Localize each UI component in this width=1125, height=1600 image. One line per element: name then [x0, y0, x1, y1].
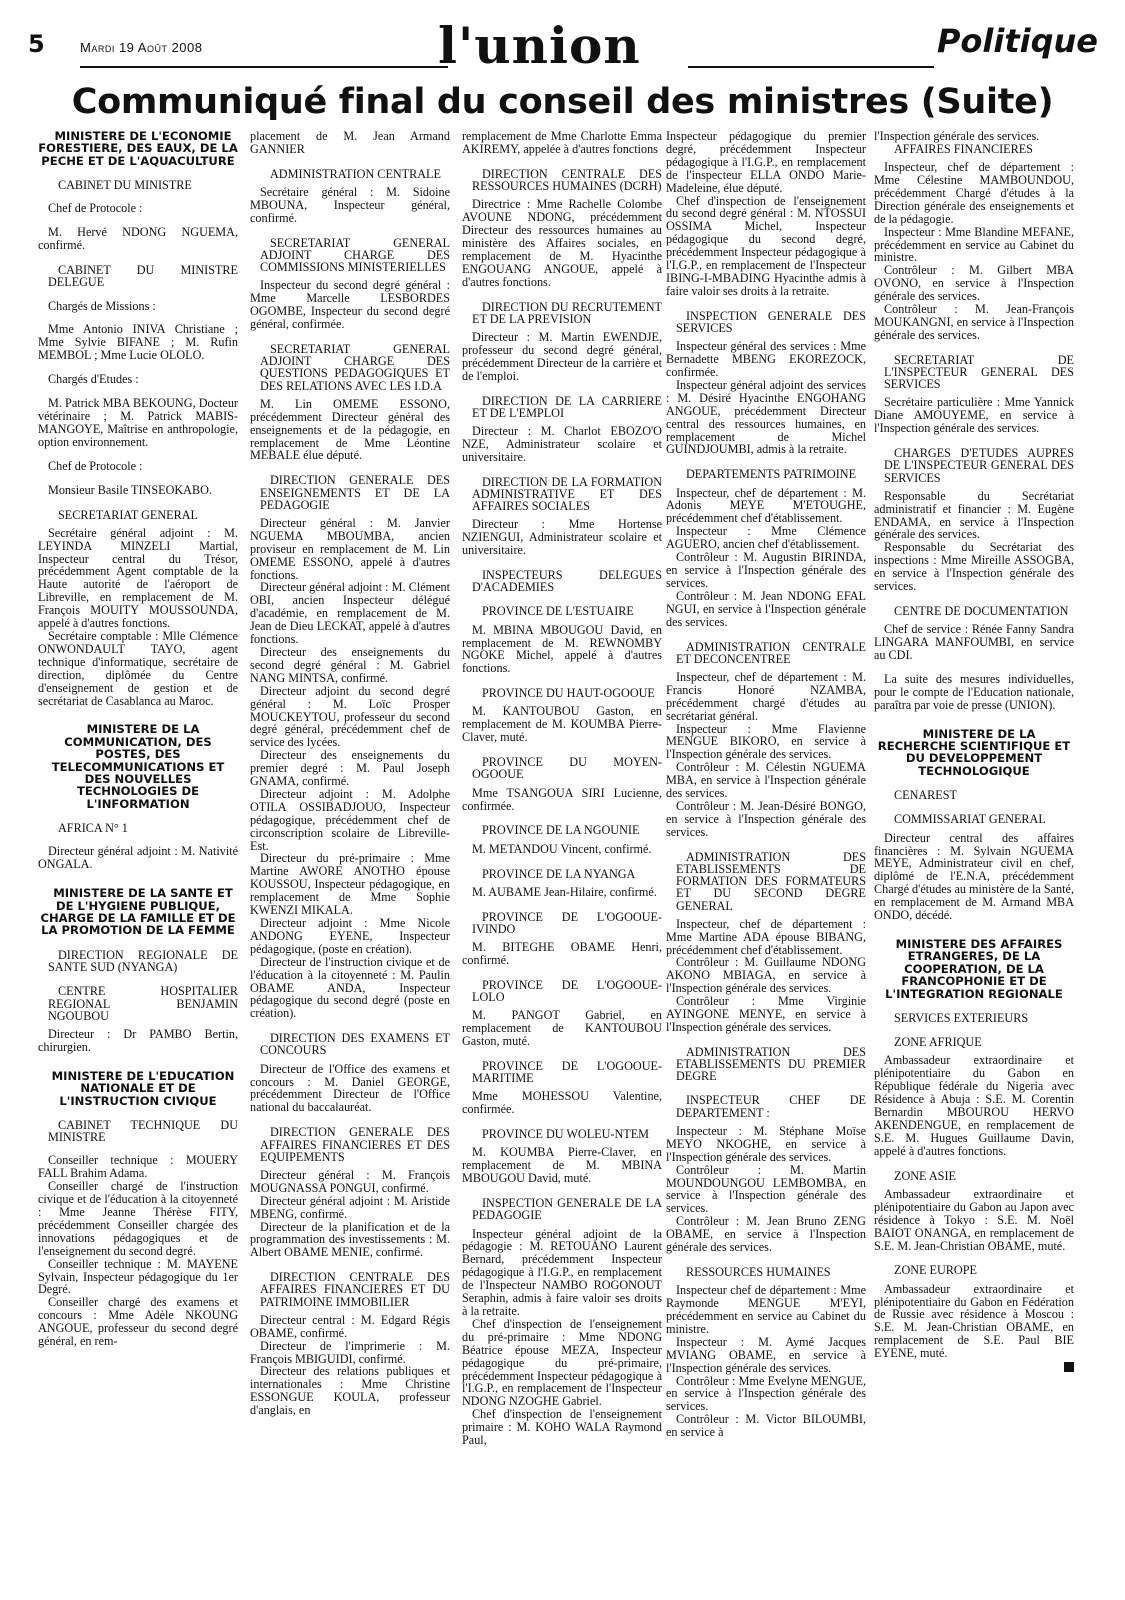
section-subheading: SECRETARIAT GENERAL	[58, 507, 198, 522]
section-subheading: DIRECTION GENERALE DES ENSEIGNEMENTS ET DE LA PEDAGOGIE	[260, 473, 450, 512]
body-paragraph: Inspecteur : M. Stéphane Moïse MEYO NKOGHE, en service à l'Inspection générale des services.	[666, 1123, 866, 1164]
issue-date: Mardi 19 Août 2008	[80, 40, 203, 55]
section-subheading: CENTRE HOSPITALIER REGIONAL BENJAMIN NGOUBOU	[48, 984, 238, 1023]
ministry-heading: MINISTERE DE LA COMMUNICATION, DES POSTES, DES TELECOMMUNICATIONS ET DES NOUVELLES TECHNOLOGIES DE L'INFORMATION	[51, 722, 225, 811]
body-paragraph: Ambassadeur extraordinaire et plénipotentiaire du Gabon en République fédérale du Nigeria avec Résidence à Abuja : S.E. M. Corentin Bernardin MBOUROU HERVO AKENDENGUE, en remplacement de S.E. M. Hugues Guillaume Davin, appelé à d'autres fonctions.	[874, 1053, 1074, 1158]
section-subheading: DIRECTION DU RECRUTEMENT ET DE LA PREVISION	[472, 299, 662, 326]
body-paragraph: Directeur général adjoint : M. Aristide MBENG, confirmé.	[250, 1193, 450, 1221]
ministry-heading: MINISTERE DE L'EDUCATION NATIONALE ET DE L'INSTRUCTION CIVIQUE	[51, 1068, 235, 1108]
body-paragraph: Contrôleur : Mme Virginie AYINGONE MENYE, en service à l'Inspection générale des services.	[666, 994, 866, 1034]
section-subheading: RESSOURCES HUMAINES	[686, 1264, 831, 1279]
section-subheading: PROVINCE DE L'ESTUAIRE	[482, 604, 634, 619]
body-paragraph: Secrétaire général : M. Sidoine MBOUNA, Inspecteur général, confirmé.	[250, 185, 450, 225]
body-paragraph: Chef de Protocole :	[48, 458, 143, 473]
body-paragraph: Directeur adjoint : Mme Nicole ANDONG EYENE, Inspecteur pédagogique, (poste en création).	[250, 916, 450, 956]
section-subheading: INSPECTION GENERALE DE LA PEDAGOGIE	[472, 1196, 662, 1223]
body-paragraph: M. METANDOU Vincent, confirmé.	[472, 841, 652, 856]
section-subheading: DIRECTION CENTRALE DES AFFAIRES FINANCIERES ET DU PATRIMOINE IMMOBILIER	[260, 1270, 450, 1309]
body-paragraph: M. Patrick MBA BEKOUNG, Docteur vétérinaire ; M. Patrick MABIS-MANGOYE, Maîtrise en anthropologie, option environnement.	[38, 396, 238, 449]
end-of-article-mark	[1064, 1362, 1074, 1372]
ministry-heading: MINISTERE DES AFFAIRES ETRANGERES, DE LA COOPERATION, DE LA FRANCOPHONIE ET DE L'INTEGRATION REGIONALE	[885, 937, 1063, 1001]
column-3	[462, 130, 662, 1570]
body-paragraph: Secrétaire particulière : Mme Yannick Diane AMOUYEME, en service à l'Inspection générale des services.	[874, 395, 1074, 436]
body-paragraph: Conseiller technique : MOUERY FALL Brahim Adama.	[38, 1153, 238, 1181]
section-subheading: ADMINISTRATION DES ETABLISSEMENTS DE FORMATION DES FORMATEURS ET DU SECOND DEGRE GENERAL	[676, 849, 866, 913]
section-subheading: INSPECTEUR CHEF DE DEPARTEMENT :	[676, 1093, 866, 1120]
section-subheading: AFFAIRES FINANCIERES	[894, 141, 1033, 156]
section-subheading: AFRICA N° 1	[58, 821, 128, 836]
section-subheading: ADMINISTRATION DES ETABLISSEMENTS DU PREMIER DEGRE	[676, 1044, 866, 1084]
header-rule-left	[80, 66, 448, 68]
body-paragraph: Directeur du pré-primaire : Mme Martine AWORE ANOTHO épouse KOUSSOU, Inspecteur pédagogique, en remplacement de Mme Sophie KWENZI MIKALA.	[250, 851, 450, 918]
body-paragraph: Directeur : Dr PAMBO Bertin, chirurgien.	[38, 1026, 238, 1054]
section-subheading: COMMISSARIAT GENERAL	[894, 812, 1046, 827]
body-paragraph: Chef d'inspection de l'enseignement du second degré général : M. NTOSSUI OSSIMA Michel, Inspecteur pédagogique du second degré, précédemment Inspecteur pédagogique à l'I.G.P., en remplacement de l'Inspecteur IBING-I-MBADING Hyacinthe admis à faire valoir ses droits à la retraite.	[666, 193, 866, 298]
section-subheading: ZONE EUROPE	[894, 1263, 977, 1278]
body-paragraph: Mme MOHESSOU Valentine, confirmée.	[462, 1089, 662, 1117]
body-paragraph: Contrôleur : M. Guillaume NDONG AKONO MBIAGA, en service à l'Inspection générale des services.	[666, 955, 866, 996]
section-subheading: SECRETARIAT GENERAL ADJOINT CHARGE DES COMMISSIONS MINISTERIELLES	[260, 235, 450, 275]
body-paragraph: Secrétaire général adjoint : M. LEYINDA MINZELI Martial, Inspecteur central du Trésor, précédemment Agent comptable de la Haute autorité de l'aéroport de Libreville, en remplacement de M. François MOUITY MOUSSOUNDA, appelé à d'autres fonctions.	[38, 525, 238, 631]
body-paragraph: Mme TSANGOUA SIRI Lucienne, confirmée.	[462, 785, 662, 813]
body-paragraph: M. Hervé NDONG NGUEMA, confirmé.	[38, 225, 238, 253]
section-subheading: PROVINCE DE L'OGOOUE-IVINDO	[472, 909, 662, 936]
body-paragraph: M. PANGOT Gabriel, en remplacement de KANTOUBOU Gaston, muté.	[462, 1008, 662, 1049]
body-paragraph: l'Inspection générale des services.	[874, 130, 1040, 143]
body-paragraph: La suite des mesures individuelles, pour le compte de l'Education nationale, paraîtra par voie de presse (UNION).	[874, 671, 1074, 712]
section-subheading: ZONE ASIE	[894, 1168, 956, 1183]
body-paragraph: Directeur des relations publiques et internationales : Mme Christine ESSONGUE KOULA, professeur d'anglais, en	[250, 1364, 450, 1418]
body-paragraph: Directeur central des affaires financières : M. Sylvain NGUEMA MEYE, Administrateur civil en chef, diplômé de l'E.N.A, précédemment Chargé d'études au ministère de la Santé, en remplacement de M. Armand MBA ONDO, décédé.	[874, 830, 1074, 923]
body-paragraph: M. BITEGHE OBAME Henri, confirmé.	[462, 940, 662, 967]
body-paragraph: Inspecteur : M. Aymé Jacques MVIANG OBAME, en service à l'Inspection générale des services.	[666, 1334, 866, 1375]
body-paragraph: Contrôleur : M. Jean-François MOUKANGNI, en service à l'Inspection générale des services.	[874, 302, 1074, 342]
body-paragraph: Responsable du Secrétariat des inspections : Mme Mireille ASSOGBA, en service à l'Inspection générale des services.	[874, 540, 1074, 594]
body-paragraph: Inspecteur : Mme Blandine MEFANE, précédemment en service au Cabinet du ministre.	[874, 224, 1074, 265]
body-paragraph: Directeur de l'Office des examens et concours : M. Daniel GEORGE, précédemment Directeur de l'Office national du baccalauréat.	[250, 1061, 450, 1115]
section-subheading: INSPECTEURS DELEGUES D'ACADEMIES	[472, 568, 662, 595]
section-subheading: DIRECTION DE LA FORMATION ADMINISTRATIVE ET DES AFFAIRES SOCIALES	[472, 474, 662, 514]
ministry-heading: MINISTERE DE L'ECONOMIE FORESTIERE, DES EAUX, DE LA PECHE ET DE L'AQUACULTURE	[38, 130, 238, 168]
body-paragraph: Directeur des enseignements du premier degré : M. Paul Joseph GNAMA, confirmé.	[250, 748, 450, 789]
body-paragraph: M. MBINA MBOUGOU David, en remplacement de M. REWNOMBY NGOKE Michel, appelé à d'autres fonctions.	[462, 622, 662, 676]
body-paragraph: Directeur général adjoint : M. Nativité ONGALA.	[38, 844, 238, 872]
section-subheading: PROVINCE DU MOYEN-OGOOUE	[472, 755, 662, 782]
body-paragraph: Contrôleur : M. Gilbert MBA OVONO, en service à l'Inspection générale des services.	[874, 263, 1074, 304]
body-paragraph: Inspecteur : Mme Flavienne MENGUE BIKORO, en service à l'Inspection générale des services.	[666, 721, 866, 762]
body-paragraph: Inspecteur : Mme Clémence AGUERO, ancien chef d'établissement.	[666, 524, 866, 552]
body-paragraph: Chef d'inspection de l'enseignement primaire : M. KOHO WALA Raymond Paul,	[462, 1407, 662, 1448]
body-paragraph: Secrétaire comptable : Mlle Clémence ONWONDAULT TAYO, agent technique d'informatique, secrétaire de direction, diplômée du Centre d'enseignement de gestion et de secrétariat de Casablanca au Maroc.	[38, 628, 238, 708]
body-paragraph: Responsable du Secrétariat administratif et financier : M. Eugène ENDAMA, en service à l'Inspection générale des services.	[874, 488, 1074, 542]
body-paragraph: Ambassadeur extraordinaire et plénipotentiaire du Gabon au Japon avec résidence à Tokyo : S.E. M. Noël BAIOT ONANGA, en remplacement de S.E. M. Jean-Christian OBAME, muté.	[874, 1186, 1074, 1253]
body-paragraph: Directeur général adjoint : M. Clément OBI, ancien Inspecteur délégué d'académie, en remplacement de M. Jean de Dieu LECKAT, appelé à d'autres fonctions.	[250, 580, 450, 647]
section-subheading: DIRECTION DES EXAMENS ET CONCOURS	[260, 1031, 450, 1058]
body-paragraph: Contrôleur : Mme Evelyne MENGUE, en service à l'Inspection générale des services.	[666, 1373, 866, 1414]
body-paragraph: Directeur de la planification et de la programmation des investissements : M. Albert OBAME MENIE, confirmé.	[250, 1219, 450, 1260]
column-5	[874, 130, 1074, 1570]
section-subheading: DIRECTION GENERALE DES AFFAIRES FINANCIERES ET DES EQUIPEMENTS	[260, 1125, 450, 1164]
section-subheading: ADMINISTRATION CENTRALE ET DECONCENTREE	[676, 639, 866, 666]
section-subheading: DIRECTION CENTRALE DES RESSOURCES HUMAINES (DCRH)	[472, 166, 662, 194]
body-paragraph: M. Lin OMEME ESSONO, précédemment Directeur général des enseignements et de la pédagogie, en remplacement de Mme Léontine MEBALE élue député.	[250, 396, 450, 463]
body-paragraph: remplacement de Mme Charlotte Emma AKIREMY, appelée à d'autres fonctions	[462, 130, 662, 156]
section-subheading: CABINET TECHNIQUE DU MINISTRE	[48, 1117, 238, 1145]
section-subheading: PROVINCE DE LA NGOUNIE	[482, 823, 640, 838]
section-subheading: CHARGES D'ETUDES AUPRES DE L'INSPECTEUR GENERAL DES SERVICES	[884, 446, 1074, 485]
section-subheading: PROVINCE DE L'OGOOUE-MARITIME	[472, 1058, 662, 1086]
section-subheading: DEPARTEMENTS PATRIMOINE	[686, 467, 857, 482]
section-subheading: CENTRE DE DOCUMENTATION	[894, 603, 1069, 618]
section-subheading: INSPECTION GENERALE DES SERVICES	[676, 308, 866, 335]
section-subheading: DIRECTION DE LA CARRIERE ET DE L'EMPLOI	[472, 393, 662, 420]
section-subheading: CABINET DU MINISTRE DELEGUE	[48, 263, 238, 290]
body-paragraph: Directeur adjoint : M. Adolphe OTILA OSSIBADJOUO, Inspecteur pédagogique, précédemment chef de circonscription scolaire de Libreville-Est.	[250, 786, 450, 853]
body-paragraph: Contrôleur : M. Augustin BIRINDA, en service à l'Inspection générale des services.	[666, 550, 866, 590]
body-paragraph: Directeur : M. Charlot EBOZO'O NZE, Administrateur scolaire et universitaire.	[462, 424, 662, 464]
body-paragraph: Directeur général : M. Janvier NGUEMA MBOUMBA, ancien proviseur en remplacement de M. Lin OMEME ESSONO, appelé à d'autres fonctions.	[250, 515, 450, 582]
body-paragraph: Inspecteur chef de département : Mme Raymonde MENGUE M'EYI, précédemment en service au Cabinet du ministre.	[666, 1283, 866, 1336]
body-paragraph: Inspecteur, chef de département : M. Francis Honoré NZAMBA, précédemment chargé d'études au secrétariat général.	[666, 669, 866, 723]
body-paragraph: Chargés de Missions :	[48, 298, 156, 313]
section-subheading: PROVINCE DE LA NYANGA	[482, 866, 636, 881]
ministry-heading: MINISTERE DE LA SANTE ET DE L'HYGIENE PUBLIQUE, CHARGE DE LA FAMILLE ET DE LA PROMOTION DE LA FEMME	[40, 886, 236, 938]
body-paragraph: Contrôleur : M. Jean NDONG EFAL NGUI, en service à l'Inspection générale des services.	[666, 588, 866, 629]
section-subheading: PROVINCE DE L'OGOOUE-LOLO	[472, 977, 662, 1005]
body-paragraph: Monsieur Basile TINSEOKABO.	[48, 482, 212, 497]
section-subheading: CABINET DU MINISTRE	[58, 178, 192, 193]
newspaper-brand: l'union	[438, 16, 641, 75]
body-paragraph: Conseiller chargé de l'instruction civique et de l'éducation à la citoyenneté : Mme Jeanne Thérèse FITY, précédemment Conseiller chargée des innovations pédagogiques et de l'enseignement du second degré.	[38, 1179, 238, 1258]
section-subheading: SECRETARIAT GENERAL ADJOINT CHARGE DES QUESTIONS PEDAGOGIQUES ET DES RELATIONS AVEC LES I.D.A	[260, 341, 450, 393]
body-paragraph: Chef d'inspection de l'enseignement du pré-primaire : Mme NDONG Béatrice épouse MEZA, Inspecteur pédagogique du pré-primaire, précédemment Inspecteur pédagogique à l'I.G.P., en remplacement de l'Inspecteur NDONG NZOGHE Gabriel.	[462, 1316, 662, 1409]
section-title: Politique	[936, 22, 1098, 60]
body-paragraph: Directeur de l'imprimerie : M. François MBIGUIDI, confirmé.	[250, 1338, 450, 1366]
body-paragraph: Chargés d'Etudes :	[48, 372, 139, 387]
body-paragraph: Chef de Protocole :	[48, 201, 143, 216]
body-paragraph: M. KANTOUBOU Gaston, en remplacement de M. KOUMBA Pierre-Claver, muté.	[462, 704, 662, 745]
body-paragraph: Mme Antonio INIVA Christiane ; Mme Sylvie BIFANE ; M. Rufin MEMBOL ; Mme Lucie OLOLO.	[38, 322, 238, 363]
body-paragraph: Conseiller technique : M. MAYENE Sylvain, Inspecteur pédagogique du 1er Degré.	[38, 1256, 238, 1297]
body-paragraph: Ambassadeur extraordinaire et plénipotentiaire du Gabon en Fédération de Russie avec résidence à Moscou : S.E. M. Jean-Christian OBAME, en remplacement de S.E. Paul BIE EYENE, muté.	[874, 1281, 1074, 1361]
body-paragraph: Inspecteur, chef de département : M. Adonis MEYE M'ETOUGHE, précédemment chef d'établissement.	[666, 485, 866, 526]
body-paragraph: Inspecteur du second degré général : Mme Marcelle LESBORDES OGOMBE, Inspecteur du second degré général, confirmée.	[250, 278, 450, 332]
body-paragraph: Contrôleur : M. Victor BILOUMBI, en service à	[666, 1412, 866, 1440]
section-subheading: DIRECTION REGIONALE DE SANTE SUD (NYANGA)	[48, 947, 238, 975]
section-subheading: SERVICES EXTERIEURS	[894, 1011, 1029, 1026]
body-paragraph: Contrôleur : M. Martin MOUNDOUNGOU LEMBOMBA, en service à l'Inspection générale des services.	[666, 1162, 866, 1216]
body-paragraph: Inspecteur général des services : Mme Bernadette MBENG EKOREZOCK, confirmée.	[666, 339, 866, 379]
body-paragraph: Directrice : Mme Rachelle Colombe AVOUNE NDONG, précédemment Directeur des ressources humaines au ministère des Affaires sociales, en remplacement de M. Hyacinthe ENGOUANG ANGOUE, appelé à d'autres fonctions.	[462, 197, 662, 289]
body-paragraph: Directeur : M. Martin EWENDJE, professeur du second degré général, précédemment Directeur de la carrière et de l'emploi.	[462, 329, 662, 383]
column-4	[666, 130, 866, 1570]
column-1	[38, 130, 238, 1570]
body-paragraph: Inspecteur général adjoint des services : M. Désiré Hyacinthe ENGOHANG ANGOUE, précédemment Directeur central des ressources humaines, en remplacement de Michel GUINDJOUMBI, admis à la retraite.	[666, 377, 866, 457]
section-subheading: ZONE AFRIQUE	[894, 1035, 982, 1050]
masthead	[28, 16, 1098, 75]
body-paragraph: Directeur des enseignements du second degré général : M. Gabriel NANG MINTSA, confirmé.	[250, 644, 450, 685]
body-paragraph: placement de M. Jean Armand GANNIER	[250, 130, 450, 156]
body-paragraph: Directeur central : M. Edgard Régis OBAME, confirmé.	[250, 1312, 450, 1340]
ministry-heading: MINISTERE DE LA RECHERCHE SCIENTIFIQUE ET DU DEVELOPPEMENT TECHNOLOGIQUE	[877, 726, 1071, 778]
section-subheading: PROVINCE DU HAUT-OGOOUE	[482, 686, 655, 701]
body-paragraph: M. KOUMBA Pierre-Claver, en remplacement de M. MBINA MBOUGOU David, muté.	[462, 1145, 662, 1186]
body-paragraph: Inspecteur, chef de département : Mme Martine ADA épouse BIBANG, précédemment chef d'établissement.	[666, 916, 866, 957]
body-paragraph: Inspecteur général adjoint de la pédagogie : M. RETOUANO Laurent Bernard, précédemment Inspecteur pédagogique à l'I.G.P., en remplacement de l'Inspecteur NAMBO ROGONOUT Seraphin, admis à faire valoir ses droits à la retraite.	[462, 1226, 662, 1318]
body-paragraph: Directeur adjoint du second degré général : M. Loïc Prosper MOUCKEYTOU, professeur du second degré général, précédemment chef de service des lycées.	[250, 683, 450, 750]
body-paragraph: Contrôleur : M. Célestin NGUEMA MBA, en service à l'Inspection générale des services.	[666, 760, 866, 801]
body-paragraph: Directeur général : M. François MOUGNASSA PONGUI, confirmé.	[250, 1167, 450, 1195]
body-paragraph: Directeur : Mme Hortense NZIENGUI, Administrateur scolaire et universitaire.	[462, 517, 662, 558]
page-number: 5	[28, 30, 45, 58]
body-paragraph: Inspecteur, chef de département : Mme Célestine MAMBOUNDOU, précédemment Chargé d'études à la Direction générale des enseignements et de la pédagogie.	[874, 160, 1074, 226]
column-2	[250, 130, 450, 1570]
section-subheading: ADMINISTRATION CENTRALE	[270, 166, 441, 181]
article-headline: Communiqué final du conseil des ministres (Suite)	[71, 82, 1054, 122]
body-paragraph: Contrôleur : M. Jean-Désiré BONGO, en service à l'Inspection générale des services.	[666, 798, 866, 839]
body-paragraph: Directeur de l'instruction civique et de l'éducation à la citoyenneté : M. Paulin OBAME ANDA, Inspecteur pédagogique du second degré (poste en création).	[250, 954, 450, 1021]
section-subheading: CENAREST	[894, 788, 957, 803]
section-subheading: PROVINCE DU WOLEU-NTEM	[482, 1127, 650, 1142]
body-paragraph: Chef de service : Rénée Fanny Sandra LINGARA MANFOUMBI, en service au CDI.	[874, 622, 1074, 662]
body-paragraph: Inspecteur pédagogique du premier degré, précédemment Inspecteur pédagogique à l'I.G.P., en remplacement de l'inspecteur ELLA ONDO Marie-Madeleine, élue député.	[666, 130, 866, 195]
header-rule-right	[688, 66, 934, 68]
article-columns	[38, 130, 1088, 1570]
section-subheading: SECRETARIAT DE L'INSPECTEUR GENERAL DES SERVICES	[884, 352, 1074, 392]
body-paragraph: M. AUBAME Jean-Hilaire, confirmé.	[472, 884, 657, 899]
body-paragraph: Contrôleur : M. Jean Bruno ZENG OBAME, en service à l'Inspection générale des services.	[666, 1214, 866, 1255]
body-paragraph: Conseiller chargé des examens et concours : Mme Adèle NKOUNG ANGOUE, professeur du second degré général, en rem-	[38, 1295, 238, 1349]
